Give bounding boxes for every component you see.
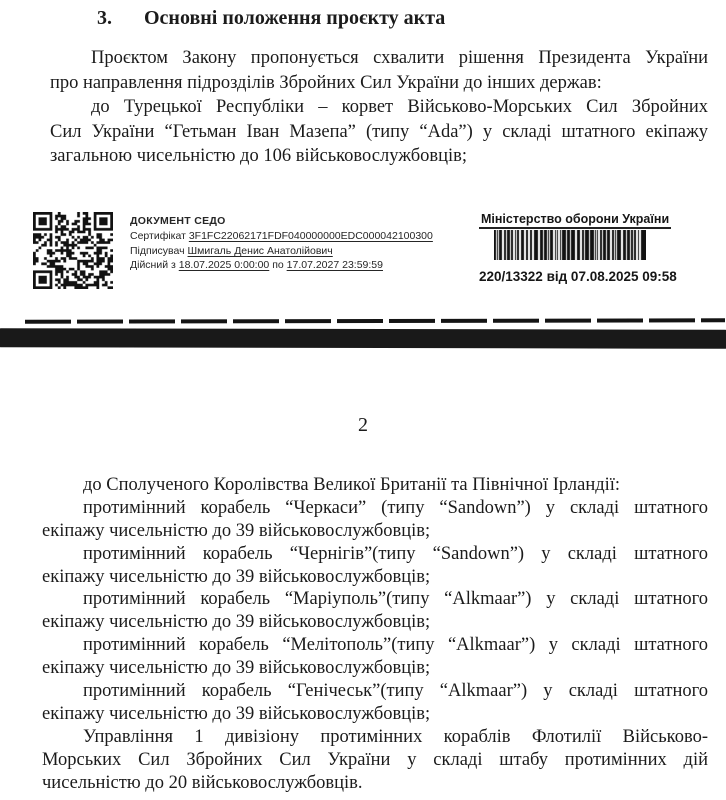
page2-body-text [42,474,708,794]
certificate-label: Сертифікат [130,229,186,242]
text-line: Морських Сил Збройних Сил України у складі штабу протимінних дій [42,749,708,770]
section-heading [50,5,710,31]
signer-line [130,244,480,259]
text-line: чисельністю до 20 військовослужбовців. [42,772,363,793]
organization-name: Міністерство оборони України [479,212,671,229]
signature-certificate-block [130,214,480,273]
text-line: до Турецької Республіки – корвет Військово-Морських Сил Збройних [91,97,708,117]
registration-block [479,210,677,284]
signer-label: Підписувач [130,244,185,257]
validity-from: 18.07.2025 0:00:00 [178,259,270,272]
text-line: екіпажу чисельністю до 39 військовослужбовців; [42,520,431,541]
text-line: про направлення підрозділів Збройних Сил України до інших держав: [50,72,602,93]
text-line: екіпажу чисельністю до 39 військовослужбовців; [42,612,431,633]
text-line: загальною чисельністю до 106 військовослужбовців; [50,146,468,166]
barcode-image [494,230,646,260]
validity-label: Дійсний з [130,259,176,272]
page-number: 2 [358,414,368,436]
registration-number: 220/13322 від 07.08.2025 09:58 [479,269,677,284]
section-number: 3. [97,7,112,29]
text-line: екіпажу чисельністю до 39 військовослужбовців; [42,703,431,724]
signer-value: Шмигаль Денис Анатолійович [187,244,333,257]
validity-line [130,258,480,273]
page1-body-text [50,46,708,169]
stamp-title: ДОКУМЕНТ СЕДО [130,215,226,227]
scan-separator-thin-line [25,318,725,323]
validity-to: 17.07.2027 23:59:59 [286,259,383,272]
text-line: протимінний корабель “Черкаси” (типу “Sandown”) у складі штатного [83,497,708,518]
certificate-value: 3F1FC22062171FDF040000000EDC000042100300 [188,229,433,242]
section-title: Основні положення проєкту акта [144,7,446,29]
text-line: екіпажу чисельністю до 39 військовослужбовців; [42,658,431,679]
certificate-line [130,229,480,244]
validity-conjunction: по [272,259,284,272]
text-line: протимінний корабель “Чернігів”(типу “Sandown”) у складі штатного [83,543,708,564]
qr-code [33,212,113,289]
text-line: екіпажу чисельністю до 39 військовослужбовців; [42,566,431,587]
barcode [479,230,661,265]
text-line: протимінний корабель “Мелітополь”(типу “Alkmaar”) у складі штатного [83,635,708,656]
text-line: Сил України “Гетьман Іван Мазепа” (типу “Ada”) у складі штатного екіпажу [50,121,708,142]
scan-separator-black-bar [0,328,726,349]
text-line: Управління 1 дивізіону протимінних кораблів Флотилії Військово- [83,726,708,747]
text-line: Проєктом Закону пропонується схвалити рішення Президента України [91,48,708,68]
text-line: протимінний корабель “Маріуполь”(типу “Alkmaar”) у складі штатного [83,589,708,610]
text-line: протимінний корабель “Генічеськ”(типу “Alkmaar”) у складі штатного [83,681,708,702]
text-line: до Сполученого Королівства Великої Британії та Північної Ірландії: [83,475,621,495]
